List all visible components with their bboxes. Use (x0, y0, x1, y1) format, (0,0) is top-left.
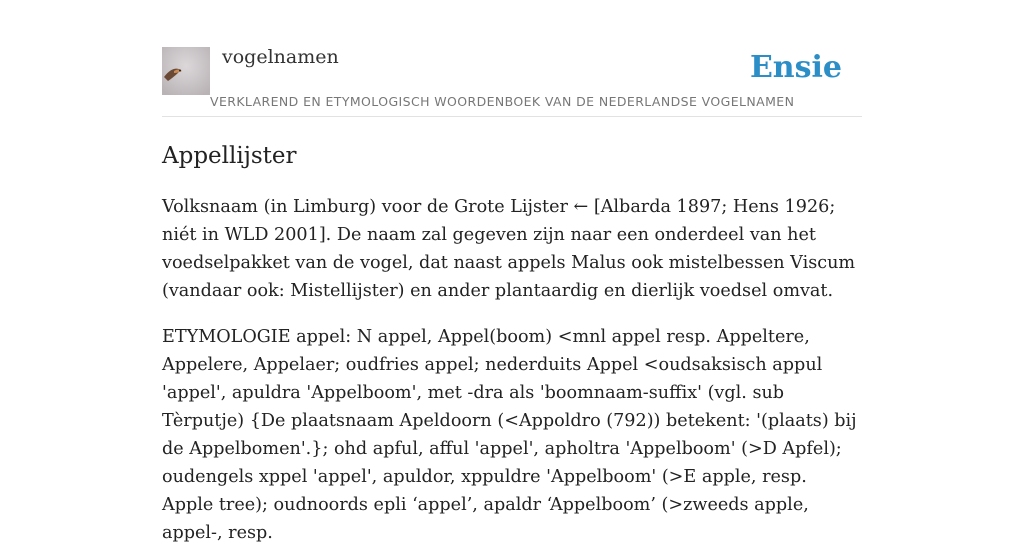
bird-photo-icon[interactable] (162, 47, 210, 95)
site-subtitle: VERKLAREND EN ETYMOLOGISCH WOORDENBOEK VAN DE NEDERLANDSE VOGELNAMEN (210, 94, 795, 109)
entry-content (162, 193, 862, 547)
brand-logo[interactable]: Ensie (749, 50, 842, 85)
entry-etymology: ETYMOLOGIE appel: N appel, Appel(boom) <mnl appel resp. Appeltere, Appelere, Appelaer; oudfries appel; nederduits Appel <oudsaksisch appul 'appel', apuldra 'Appelboom', met -dra als 'boomnaam-suffix' (vgl. sub Tèrputje) {De plaatsnaam Apeldoorn (<Appoldro (792)) betekent: '(plaats) bij de Appelbomen'.}; ohd apful, afful 'appel', apholtra 'Appelboom' (>D Apfel); oudengels xppel 'appel', apuldor, xppuldre 'Appelboom' (>E apple, resp. Apple tree); oudnoords epli ‘appel’, apaldr ‘Appelboom’ (>zweeds apple, appel-, resp. (162, 327, 857, 543)
site-name-link[interactable]: vogelnamen (222, 46, 339, 68)
avatar-image (162, 47, 210, 95)
page-container (162, 0, 862, 547)
entry-definition: Volksnaam (in Limburg) voor de Grote Lijster ← [Albarda 1897; Hens 1926; niét in WLD 2001]. De naam zal gegeven zijn naar een onderdeel van het voedselpakket van de vogel, dat naast appels Malus ook mistelbessen Viscum (vandaar ook: Mistellijster) en ander plantaardig en dierlijk voedsel omvat. (162, 197, 856, 301)
site-header (162, 0, 862, 117)
entry-title: Appellijster (162, 143, 297, 169)
